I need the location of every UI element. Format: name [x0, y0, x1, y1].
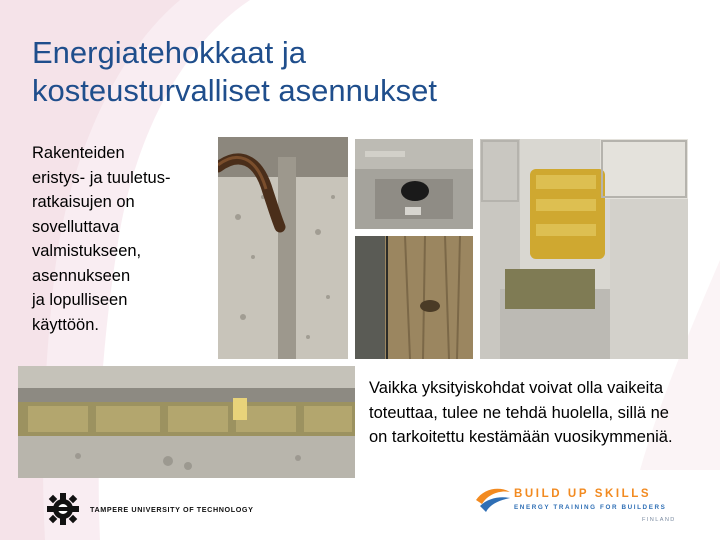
tut-logo — [46, 492, 254, 526]
photo-insulation-blocks — [480, 139, 688, 359]
title-line-1: Energiatehokkaat ja — [32, 35, 307, 70]
brand-sub: ENERGY TRAINING FOR BUILDERS — [514, 504, 667, 511]
brand-country: FINLAND — [642, 517, 676, 523]
right-body-text: Vaikka yksityiskohdat voivat olla vaikeita toteuttaa, tulee ne tehdä huolella, sillä ne on tarkoitettu kestämään vuosikymmeniä. — [369, 379, 673, 446]
brand-main: BUILD UP SKILLS — [514, 488, 652, 500]
slide-title — [32, 34, 632, 110]
university-name: TAMPERE UNIVERSITY OF TECHNOLOGY — [90, 504, 254, 514]
build-up-skills-logo — [474, 484, 704, 530]
photo-concrete-pipe — [218, 137, 348, 359]
photo-wood-post — [355, 236, 473, 359]
photo-insulation-strip — [18, 366, 355, 478]
photo-wall-hole — [355, 139, 473, 229]
gear-icon — [46, 492, 80, 526]
title-line-2: kosteusturvalliset asennukset — [32, 73, 437, 108]
swoosh-icon — [474, 484, 514, 514]
left-body-text: Rakenteiden eristys- ja tuuletus- ratkaisujen on sovelluttava valmistukseen, asennukseen ja lopulliseen käyttöön. — [32, 144, 171, 334]
